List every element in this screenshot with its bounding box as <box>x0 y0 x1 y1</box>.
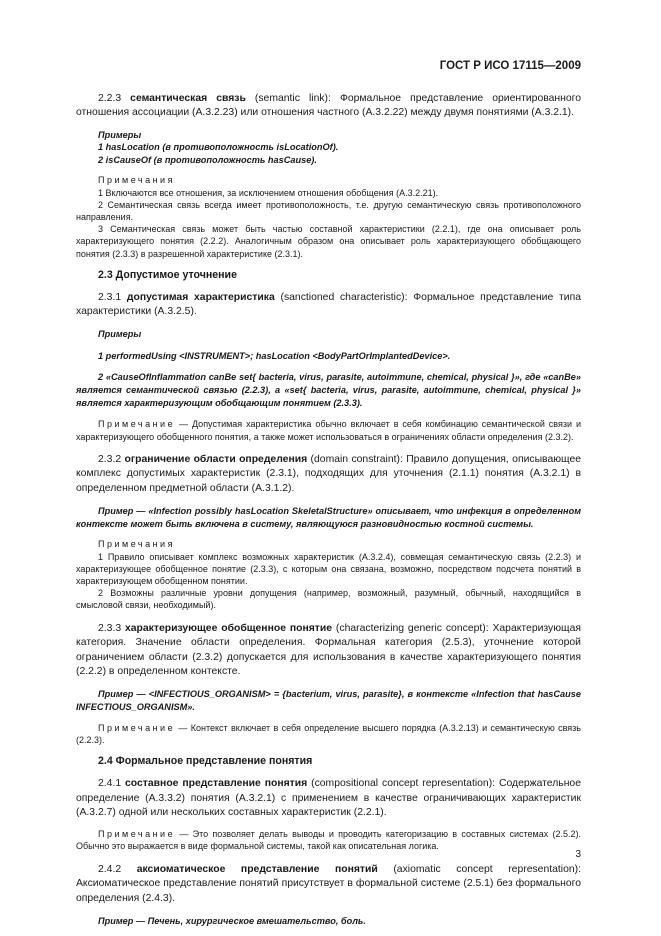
term: характеризующее обобщенное понятие <box>125 622 333 634</box>
note-label: Примечание <box>98 829 176 840</box>
note-item: 1 Включаются все отношения, за исключением отношения обобщения (A.3.2.21). <box>98 187 439 198</box>
note-label: Примечание <box>98 419 176 430</box>
examples-heading: Примеры <box>98 129 142 140</box>
term: ограничение области определения <box>124 454 308 466</box>
clause-number: 2.4.2 <box>98 864 122 876</box>
term: семантическая связь <box>130 93 246 104</box>
example: Пример — <INFECTIOUS_ORGANISM> = {bacterium, virus, parasite}, в контексте «Infection that hasCause INFECTIOUS_ORGANISM». <box>76 689 581 712</box>
note <box>76 828 581 852</box>
example-line: 1 performedUsing <INSTRUMENT>; hasLocation <BodyPartOrImplantedDevice>. <box>98 350 451 361</box>
note-text: — Это позволяет делать выводы и проводить категоризацию в составных системах (2.5.2). Обычно это выражается в виде формальной системы, такой как описательная логика. <box>76 829 581 852</box>
notes-block <box>76 538 581 611</box>
note-item: 2 Возможны различные уровни допущения (например, возможный, разумный, обычный, находящийся в смысловой связи, необходимый). <box>76 588 581 611</box>
example: Пример — «Infection possibly hasLocation SkeletalStructure» описывает, что инфекция в определенном контексте может быть включена в систему, являющуюся разновидностью костной системы. <box>76 506 581 529</box>
clause-number: 2.3.1 <box>98 292 122 304</box>
clause-number: 2.2.3 <box>98 93 122 104</box>
clause-number: 2.3.2 <box>98 454 122 466</box>
definition-text: (sanctioned characteristic): Формальное представление типа характеристики (A.3.2.5). <box>76 292 581 318</box>
notes-block <box>76 174 581 259</box>
clause-number: 2.4.1 <box>98 778 122 790</box>
example-line: 2 «CauseOfInflammation canBe set{ bacteria, virus, parasite, autoimmune, chemical, physical }», где «canBe» является семантической связью (2.2.3), а «set{ bacteria, virus, parasite, autoimmune, chemical, physical }» является характеризующим обобщающим понятием (2.3.3). <box>76 372 581 408</box>
examples-heading: Примеры <box>98 328 142 339</box>
example: Пример — Печень, хирургическое вмешательство, боль. <box>98 916 366 927</box>
definition-2-4-2 <box>76 863 581 906</box>
term: допустимая характеристика <box>126 292 275 304</box>
note-text: — Контекст включает в себя определение высшего порядка (A.3.2.13) и семантическую связь (2.2.3). <box>76 722 581 745</box>
definition-2-3-1 <box>76 291 581 320</box>
section-heading: 2.4 Формальное представление понятия <box>98 754 313 767</box>
page-number: 3 <box>575 849 581 860</box>
definition-2-3-2 <box>76 453 581 496</box>
note-item: 1 Правило описывает комплекс возможных характеристик (A.3.2.4), совмещая семантическую связь (2.2.3) и характеризующее обобщенное понятие (2.3.3), с которым она связана, возможно, посредством подсчета понятий в характеризующем обобщенном понятии. <box>76 551 581 586</box>
document-code-header: ГОСТ Р ИСО 17115—2009 <box>439 60 581 72</box>
notes-heading: Примечания <box>98 175 175 186</box>
examples-block <box>76 328 581 409</box>
notes-heading: Примечания <box>98 539 175 550</box>
definition-text: (axiomatic concept representation): Аксиоматическое представление понятий присутствует в формальной системе (2.5.1) без формального определения (2.4.3). <box>76 864 581 904</box>
definition-text: (semantic link): Формальное представление ориентированного отношения ассоциации (A.3.2.23) или отношения частного (A.3.2.22) между двумя понятиями (A.3.2.1). <box>76 93 582 119</box>
definition-2-2-3 <box>76 92 581 121</box>
examples-block <box>76 129 581 167</box>
note <box>76 418 581 442</box>
note-item: 2 Семантическая связь всегда имеет противоположность, т.е. другую семантическую связь противоположного направления. <box>76 199 581 222</box>
note <box>76 722 581 746</box>
definition-2-3-3 <box>76 622 581 679</box>
term: составное представление понятия <box>125 778 308 790</box>
clause-number: 2.3.3 <box>98 622 122 634</box>
definition-2-4-1 <box>76 777 581 820</box>
example-line: 2 isCauseOf (в противоположность hasCause). <box>98 154 317 165</box>
section-heading: 2.3 Допустимое уточнение <box>98 268 237 281</box>
note-label: Примечание <box>98 722 176 733</box>
example-line: 1 hasLocation (в противоположность isLocationOf). <box>98 142 339 153</box>
term: аксиоматическое представление понятий <box>136 864 378 876</box>
note-text: — Допустимая характеристика обычно включает в себя комбинацию семантической связи и характеризующего обобщенного понятия, а также может использоваться в ограничениях области определения (2.3.2). <box>76 419 581 442</box>
note-item: 3 Семантическая связь может быть частью составной характеристики (2.2.1), где она описывает роль характеризующего понятия (2.2.2). Аналогичным образом она описывает роль характеризующего обобщающего понятия (2.3.3) в разрешенной характеристике (2.3.1). <box>76 224 581 259</box>
definition-text: (domain constraint): Правило допущения, описывающее комплекс допустимых характеристик (2.3.1), подходящих для уточнения (2.1.1) понятия (A.3.2.1) в определенном предметной области (A.3.1.2). <box>76 454 582 494</box>
definition-text: (characterizing generic concept): Характеризующая категория. Значение области определения. Формальная категория (2.5.3), уточнение которой ограничением области (2.3.2) допускается для использования в качестве характеризующего понятия (2.2.2) в определенном контексте. <box>76 622 581 677</box>
definition-text: (compositional concept representation): Содержательное определение (A.3.3.2) понятия (A.3.2.1) с применением в качестве ограничивающих характеристик (A.3.2.7) одной или нескольких составных характеристик (2.2.1). <box>76 778 581 818</box>
